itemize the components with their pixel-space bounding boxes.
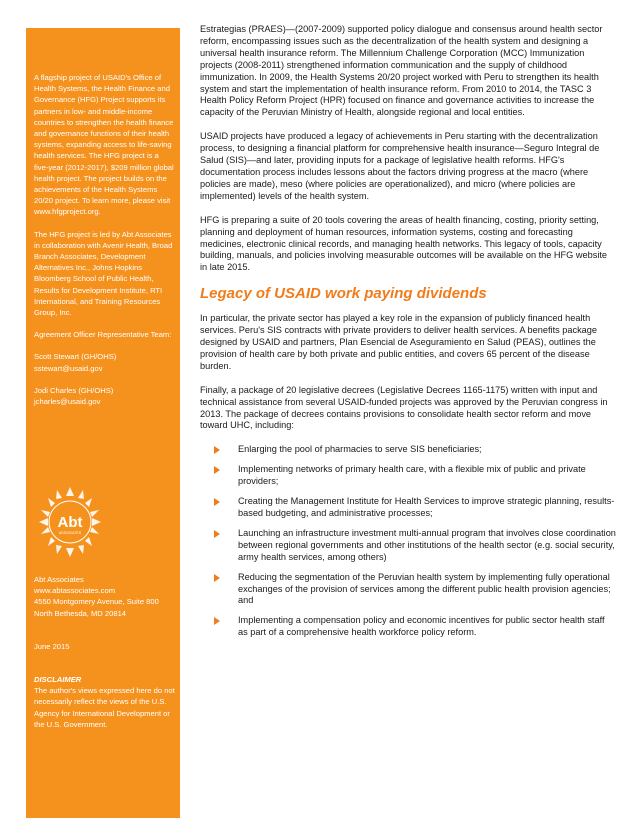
paragraph-5: Finally, a package of 20 legislative decrees (Legislative Decrees 1165-1175) written with input and technical assistance from several USAID-funded projects was approved by the Peruvian congress in 2013. The package of decrees contains provisions to consolidate health sector reform and move toward UHC, including: (200, 384, 608, 431)
paragraph-2: USAID projects have produced a legacy of achievements in Peru starting with the decentralization process, to designing a financial platform for comprehensive health insurance—Seguro Integral de Salud (SIS)—and later, providing inputs for a package of legislative health reforms. HFG's documentation process includes lessons about the factors driving progress at the macro (where policies are made), meso (where policies are operationalized), and micro (where policies are implemented) levels of the health system. (200, 131, 600, 201)
list-item: Creating the Management Institute for Health Services to improve strategic planning, results-based budgeting, and administrative processes; (214, 496, 616, 520)
org-address2: North Bethesda, MD 20814 (34, 608, 127, 618)
sidebar-lead: The HFG project is led by Abt Associates in collaboration with Avenir Health, Broad Branch Associates, Development Alternatives Inc., Johns Hopkins Bloomberg School of Public Health, Results for Development Institute, RTI International, and Training Resources Group, Inc. (34, 229, 173, 318)
abt-logo-icon (36, 484, 104, 560)
contact1-name: Scott Stewart (GH/OHS) (34, 352, 117, 362)
list-item: Implementing networks of primary health care, with a flexible mix of public and private providers; (214, 464, 616, 488)
arrow-bullet-icon (214, 466, 220, 474)
decree-list (200, 444, 616, 639)
paragraph-1: Estrategias (PRAES)—(2007-2009) supported policy dialogue and consensus around health sector reform, encompassing issues such as the decentralization of the health system and designing a universal health insurance reform. The Millennium Challenge Corporation (MCC) Immunization projects (2008-2011) strengthened information communication and the supply of childhood immunization. In 2009, the Health Systems 20/20 project worked with Peru to strengthen its health system and start the implementation of health insurance reform. From 2010 to 2014, the TASC 3 Health Policy Reform Project (HPR) focused on finance and governance activities to increase the capacity of the Peruvian Ministry of Health, alongside regional and local entities. (200, 24, 603, 118)
sidebar-intro: A flagship project of USAID's Office of Health Systems, the Health Finance and Governance (HFG) Project supports its partners in low- and middle-income countries to strengthen the health finance and governance functions of their health systems, expanding access to life-saving health services. The HFG project is a five-year (2012-2017), $209 million global health project. The project builds on the achievements of the Health Systems 20/20 project. To learn more, please visit www.hfgproject.org. (34, 73, 174, 217)
sidebar-footer (34, 574, 175, 730)
org-address1: 4550 Montgomery Avenue, Suite 800 (34, 597, 159, 607)
list-item: Reducing the segmentation of the Peruvian health system by implementing fully operational exchanges of the provision of services among the different public health provision agencies; and (214, 572, 616, 608)
arrow-bullet-icon (214, 617, 220, 625)
arrow-bullet-icon (214, 530, 220, 538)
list-item: Implementing a compensation policy and economic incentives for public sector health staff as part of a comprehensive health workforce policy reform. (214, 615, 616, 639)
arrow-bullet-icon (214, 446, 220, 454)
list-item: Enlarging the pool of pharmacies to serve SIS beneficiaries; (214, 444, 616, 456)
paragraph-3: HFG is preparing a suite of 20 tools covering the areas of health financing, costing, priority setting, planning and deployment of human resources, information systems, costing and forecasting medicines, electronic clinical records, and managing health networks. This legacy of tools, capacity building, manuals, and policies involving measurable outcomes will be available on the HFG website in late 2015. (200, 214, 608, 273)
arrow-bullet-icon (214, 574, 220, 582)
logo-subtext: ASSOCIATES (58, 531, 82, 535)
contact2-email[interactable]: jcharles@usaid.gov (34, 397, 101, 407)
section-heading: Legacy of USAID work paying dividends (200, 285, 487, 303)
disclaimer-title: DISCLAIMER (34, 675, 82, 685)
disclaimer-text: The author's views expressed here do not necessarily reflect the views of the U.S. Agency for International Development or the U.S. Government. (34, 686, 175, 729)
publication-date: June 2015 (34, 641, 70, 651)
arrow-bullet-icon (214, 498, 220, 506)
main-content (200, 24, 616, 647)
list-item: Launching an infrastructure investment multi-annual program that involves close coordination between regional governments and other institutions of the health sector (e.g. social security, army health services, among others) (214, 528, 616, 564)
contact2-name: Jodi Charles (GH/OHS) (34, 385, 114, 395)
org-name: Abt Associates (34, 575, 84, 584)
org-web[interactable]: www.abtassociates.com (34, 586, 116, 596)
contact1-email[interactable]: sstewart@usaid.gov (34, 363, 103, 373)
logo-text: Abt (57, 514, 83, 531)
agreement-title: Agreement Officer Representative Team: (34, 330, 172, 340)
sidebar (26, 28, 180, 818)
sidebar-content (34, 72, 175, 407)
paragraph-4: In particular, the private sector has played a key role in the expansion of publicly financed health services. Peru's SIS contracts with private providers to deliver health services. A benefits package designed by USAID and partners, Plan Esencial de Aseguramiento en Salud (PEAS), outlines the provision of health care by both private and public entities, and covers 65 percent of the disease burden. (200, 313, 598, 371)
